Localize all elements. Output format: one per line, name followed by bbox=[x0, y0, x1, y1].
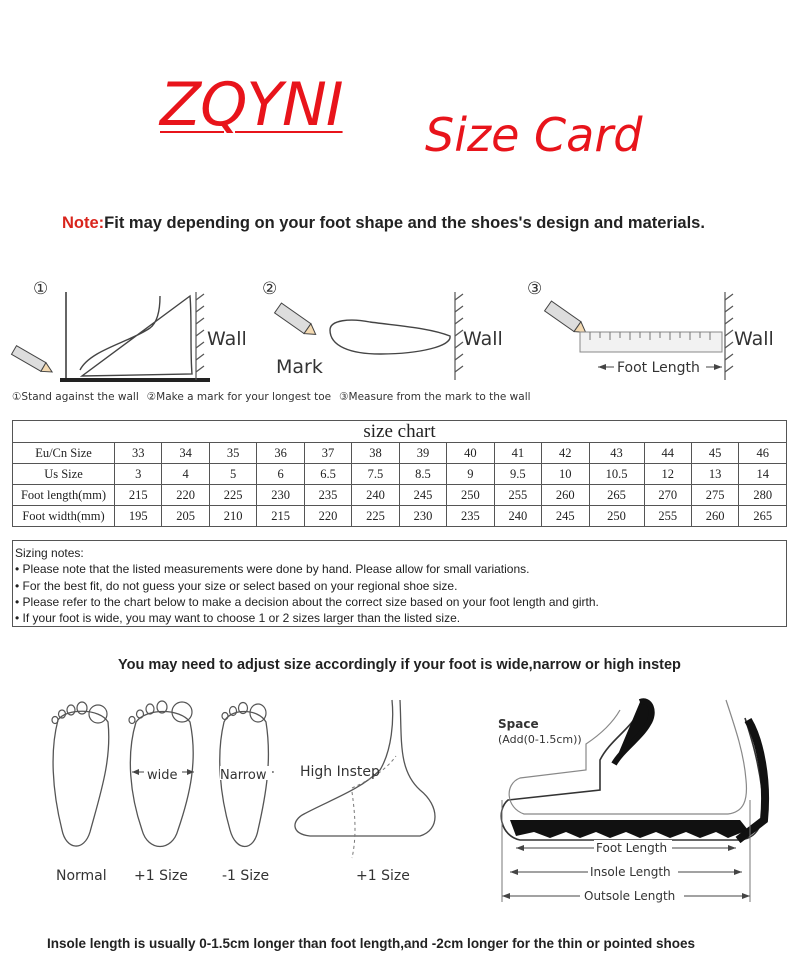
plus1-size-label: +1 Size bbox=[134, 868, 188, 884]
size-chart-cell: 230 bbox=[399, 506, 446, 527]
shoe-foot-length-label: Foot Length bbox=[596, 841, 668, 855]
size-chart-cell: 9.5 bbox=[494, 464, 541, 485]
pencil-icon-2 bbox=[275, 303, 320, 339]
size-chart-cell: 235 bbox=[304, 485, 351, 506]
size-chart-cell: 14 bbox=[739, 464, 787, 485]
foot-side-icon bbox=[80, 296, 192, 376]
size-chart-cell: 8.5 bbox=[399, 464, 446, 485]
size-chart-cell: 195 bbox=[115, 506, 162, 527]
size-chart-row bbox=[13, 443, 787, 464]
size-chart-cell: 10.5 bbox=[589, 464, 644, 485]
note-label: Note: bbox=[62, 214, 105, 232]
size-chart-cell: 205 bbox=[162, 506, 209, 527]
step-caption-1: ①Stand against the wall bbox=[12, 391, 139, 403]
size-chart-cell: 280 bbox=[739, 485, 787, 506]
steps-illustration bbox=[0, 270, 798, 400]
foot-types-section bbox=[0, 680, 798, 910]
size-chart-cell: 5 bbox=[209, 464, 256, 485]
wall-label-1: Wall bbox=[207, 328, 247, 350]
space-label: Space bbox=[498, 717, 539, 731]
ruler-icon bbox=[580, 332, 722, 352]
size-chart-row-label: Us Size bbox=[13, 464, 115, 485]
size-chart-table bbox=[12, 420, 787, 527]
size-chart-cell: 41 bbox=[494, 443, 541, 464]
size-chart-cell: 220 bbox=[162, 485, 209, 506]
size-chart-cell: 225 bbox=[352, 506, 399, 527]
step-caption-2: ②Make a mark for your longest toe bbox=[146, 391, 332, 403]
wall-label-3: Wall bbox=[734, 328, 774, 350]
size-chart-row bbox=[13, 485, 787, 506]
sizing-note-item: • For the best fit, do not guess your size or select based on your regional shoe size. bbox=[15, 578, 458, 593]
pencil-icon bbox=[12, 346, 55, 377]
size-chart-cell: 235 bbox=[447, 506, 494, 527]
size-chart-row-label: Foot length(mm) bbox=[13, 485, 115, 506]
normal-label: Normal bbox=[56, 868, 107, 884]
size-chart-row bbox=[13, 464, 787, 485]
foot-length-label: Foot Length bbox=[617, 360, 700, 376]
sizing-note-item: • If your foot is wide, you may want to choose 1 or 2 sizes larger than the listed size. bbox=[15, 611, 461, 626]
size-chart-title: size chart bbox=[12, 420, 787, 442]
minus1-size-label: -1 Size bbox=[222, 868, 270, 884]
size-chart-cell: 36 bbox=[257, 443, 304, 464]
size-chart-cell: 215 bbox=[257, 506, 304, 527]
size-chart-cell: 13 bbox=[691, 464, 738, 485]
size-chart-cell: 265 bbox=[739, 506, 787, 527]
size-chart-cell: 215 bbox=[115, 485, 162, 506]
note-text: Fit may depending on your foot shape and the shoes's design and materials. bbox=[104, 214, 705, 232]
page-subtitle: Size Card bbox=[425, 108, 643, 162]
high-instep-plus1-label: +1 Size bbox=[356, 868, 410, 884]
high-instep-label: High Instep bbox=[300, 764, 380, 780]
size-chart-cell: 255 bbox=[644, 506, 691, 527]
size-chart-cell: 35 bbox=[209, 443, 256, 464]
size-chart-cell: 43 bbox=[589, 443, 644, 464]
size-chart-cell: 4 bbox=[162, 464, 209, 485]
size-chart-cell: 265 bbox=[589, 485, 644, 506]
size-chart-cell: 270 bbox=[644, 485, 691, 506]
size-chart-cell: 6 bbox=[257, 464, 304, 485]
size-chart-cell: 260 bbox=[691, 506, 738, 527]
normal-foot-icon bbox=[53, 711, 109, 846]
size-chart-cell: 230 bbox=[257, 485, 304, 506]
size-chart-cell: 39 bbox=[399, 443, 446, 464]
step-captions bbox=[12, 391, 539, 403]
size-chart-cell: 45 bbox=[691, 443, 738, 464]
size-chart-cell: 37 bbox=[304, 443, 351, 464]
size-chart-cell: 240 bbox=[352, 485, 399, 506]
size-chart-cell: 240 bbox=[494, 506, 541, 527]
size-chart-row-label: Foot width(mm) bbox=[13, 506, 115, 527]
brand-name: ZQYNI bbox=[160, 70, 343, 140]
sizing-notes bbox=[12, 540, 787, 627]
size-chart-cell: 255 bbox=[494, 485, 541, 506]
size-chart-cell: 46 bbox=[739, 443, 787, 464]
fit-note bbox=[62, 214, 705, 233]
measurement-steps bbox=[0, 270, 798, 410]
size-chart-row bbox=[13, 506, 787, 527]
step-number-2: ② bbox=[262, 279, 278, 299]
size-chart-cell: 10 bbox=[542, 464, 589, 485]
size-chart-cell: 34 bbox=[162, 443, 209, 464]
step-caption-3: ③Measure from the mark to the wall bbox=[339, 391, 531, 403]
wide-label: wide bbox=[147, 768, 178, 783]
size-chart-cell: 38 bbox=[352, 443, 399, 464]
size-chart-cell: 275 bbox=[691, 485, 738, 506]
size-chart-cell: 44 bbox=[644, 443, 691, 464]
size-chart-row-label: Eu/Cn Size bbox=[13, 443, 115, 464]
size-chart-cell: 225 bbox=[209, 485, 256, 506]
size-chart-cell: 7.5 bbox=[352, 464, 399, 485]
size-chart-cell: 9 bbox=[447, 464, 494, 485]
size-chart-cell: 12 bbox=[644, 464, 691, 485]
size-chart-cell: 250 bbox=[447, 485, 494, 506]
step-number-1: ① bbox=[33, 279, 49, 299]
shoe-sole-icon bbox=[510, 820, 748, 838]
size-chart-cell: 245 bbox=[542, 506, 589, 527]
size-chart-cell: 250 bbox=[589, 506, 644, 527]
size-chart-cell: 6.5 bbox=[304, 464, 351, 485]
size-chart-cell: 245 bbox=[399, 485, 446, 506]
mark-label: Mark bbox=[276, 356, 323, 378]
sizing-notes-title: Sizing notes: bbox=[15, 546, 84, 560]
size-chart-cell: 33 bbox=[115, 443, 162, 464]
size-chart-cell: 42 bbox=[542, 443, 589, 464]
insole-length-label: Insole Length bbox=[590, 865, 671, 879]
space-note: (Add(0-1.5cm)) bbox=[498, 733, 582, 746]
foot-top-icon bbox=[330, 320, 450, 354]
step-number-3: ③ bbox=[527, 279, 543, 299]
size-chart-cell: 3 bbox=[115, 464, 162, 485]
wall-label-2: Wall bbox=[463, 328, 503, 350]
narrow-label: Narrow bbox=[220, 768, 267, 783]
size-chart-cell: 40 bbox=[447, 443, 494, 464]
size-chart-cell: 260 bbox=[542, 485, 589, 506]
foot-in-shoe-icon bbox=[509, 700, 746, 814]
adjust-size-heading: You may need to adjust size accordingly if your foot is wide,narrow or high instep bbox=[118, 657, 681, 673]
insole-footnote: Insole length is usually 0-1.5cm longer than foot length,and -2cm longer for the thin or pointed shoes bbox=[47, 936, 696, 951]
size-chart-cell: 210 bbox=[209, 506, 256, 527]
outsole-length-label: Outsole Length bbox=[584, 889, 676, 903]
sizing-note-item: • Please note that the listed measurements were done by hand. Please allow for small variations. bbox=[15, 562, 530, 577]
sizing-note-item: • Please refer to the chart below to make a decision about the correct size based on your foot length and girth. bbox=[15, 594, 599, 609]
size-chart-cell: 220 bbox=[304, 506, 351, 527]
